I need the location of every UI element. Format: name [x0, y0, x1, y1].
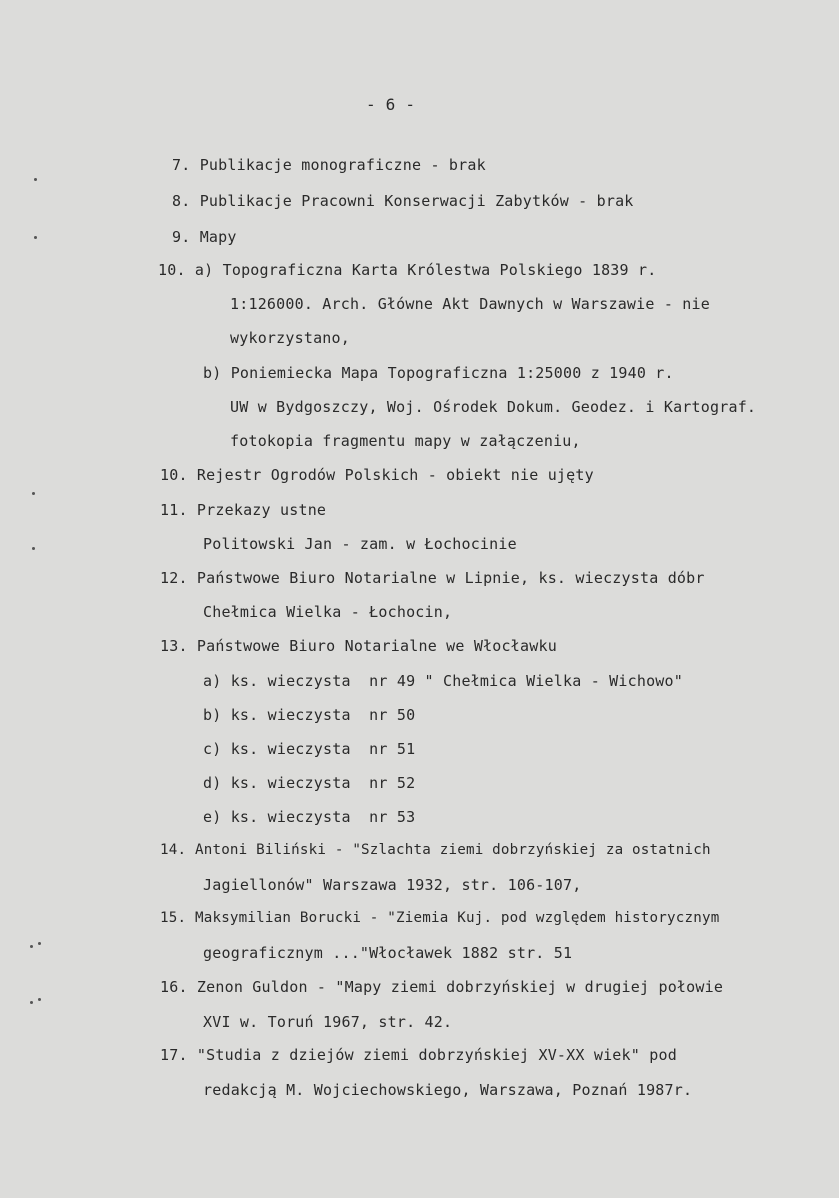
- list-item: 10. Rejestr Ogrodów Polskich - obiekt nie ujęty: [160, 466, 594, 484]
- list-item-continuation: Jagiellonów" Warszawa 1932, str. 106-107,: [203, 876, 582, 894]
- margin-mark: [38, 998, 41, 1001]
- list-item-continuation: Politowski Jan - zam. w Łochocinie: [203, 535, 517, 553]
- list-item: 11. Przekazy ustne: [160, 501, 327, 519]
- list-item-continuation: wykorzystano,: [230, 329, 350, 347]
- list-item-continuation: UW w Bydgoszczy, Woj. Ośrodek Dokum. Geodez. i Kartograf.: [230, 398, 757, 416]
- margin-mark: [30, 1001, 33, 1004]
- list-item: e) ks. wieczysta nr 53: [203, 808, 416, 826]
- list-item-continuation: XVI w. Toruń 1967, str. 42.: [203, 1013, 453, 1031]
- list-item: 12. Państwowe Biuro Notarialne w Lipnie, ks. wieczysta dóbr: [160, 569, 705, 587]
- list-item: 10. a) Topograficzna Karta Królestwa Polskiego 1839 r.: [158, 261, 657, 279]
- list-item: 17. "Studia z dziejów ziemi dobrzyńskiej XV-XX wiek" pod: [160, 1046, 677, 1064]
- list-item: 14. Antoni Biliński - "Szlachta ziemi dobrzyńskiej za ostatnich: [160, 842, 711, 858]
- list-item: 13. Państwowe Biuro Notarialne we Włocławku: [160, 637, 557, 655]
- list-item: b) ks. wieczysta nr 50: [203, 706, 416, 724]
- list-item: d) ks. wieczysta nr 52: [203, 774, 416, 792]
- list-item-continuation: geograficznym ..."Włocławek 1882 str. 51: [203, 944, 573, 962]
- margin-mark: [34, 236, 37, 239]
- margin-mark: [38, 942, 41, 945]
- margin-mark: [30, 945, 33, 948]
- list-item: 15. Maksymilian Borucki - "Ziemia Kuj. pod względem historycznym: [160, 910, 720, 926]
- list-item: b) Poniemiecka Mapa Topograficzna 1:25000 z 1940 r.: [203, 364, 674, 382]
- page-number: - 6 -: [366, 95, 416, 114]
- list-item-continuation: redakcją M. Wojciechowskiego, Warszawa, Poznań 1987r.: [203, 1081, 693, 1099]
- margin-mark: [34, 178, 37, 181]
- list-item-continuation: 1:126000. Arch. Główne Akt Dawnych w Warszawie - nie: [230, 295, 710, 313]
- list-item: 7. Publikacje monograficzne - brak: [172, 156, 486, 174]
- list-item: c) ks. wieczysta nr 51: [203, 740, 416, 758]
- list-item-continuation: fotokopia fragmentu mapy w załączeniu,: [230, 432, 581, 450]
- list-item-continuation: Chełmica Wielka - Łochocin,: [203, 603, 453, 621]
- margin-mark: [32, 547, 35, 550]
- margin-mark: [32, 492, 35, 495]
- list-item: a) ks. wieczysta nr 49 " Chełmica Wielka - Wichowo": [203, 672, 683, 690]
- list-item: 8. Publikacje Pracowni Konserwacji Zabytków - brak: [172, 192, 634, 210]
- list-item: 9. Mapy: [172, 228, 237, 246]
- list-item: 16. Zenon Guldon - "Mapy ziemi dobrzyńskiej w drugiej połowie: [160, 978, 724, 996]
